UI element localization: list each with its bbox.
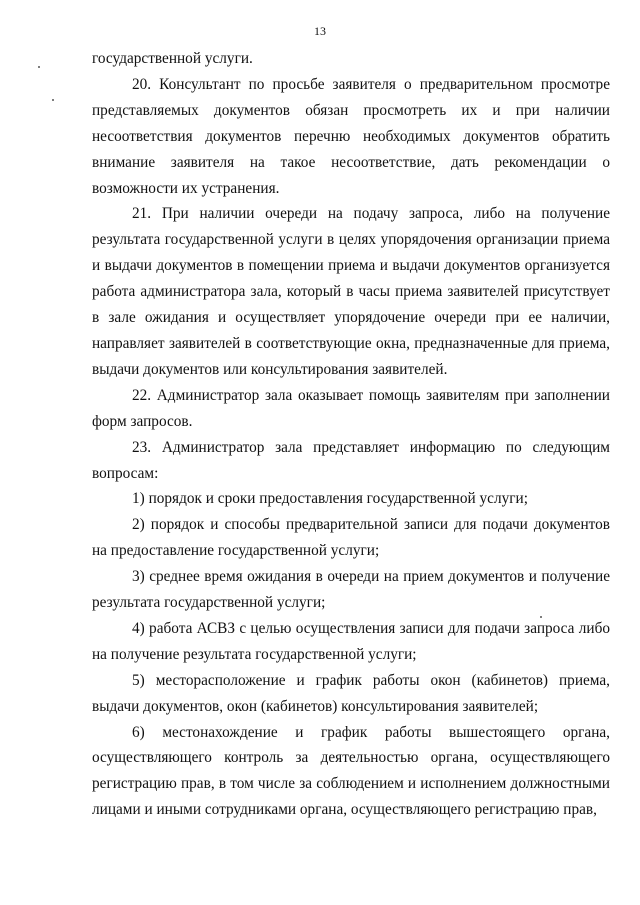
scan-speck (540, 616, 542, 618)
list-item-4: 4) работа АСВЗ с целью осуществления записи для подачи запроса либо на получение результата государственной услуги; (92, 619, 610, 663)
list-item-1: 1) порядок и сроки предоставления государственной услуги; (132, 490, 528, 508)
list-item-5: 5) месторасположение и график работы окон (кабинетов) приема, выдачи документов, окон (кабинетов) консультирования заявителей; (92, 671, 610, 715)
scan-speck (52, 99, 54, 101)
paragraph-20: 20. Консультант по просьбе заявителя о предварительном просмотре представляемых документов обязан просмотреть их и при наличии несоответствия документов перечню необходимых документов обратить внимание заявителя на такое несоответствие, дать рекомендации о возможности их устранения. (92, 75, 610, 197)
list-item-6: 6) местонахождение и график работы вышестоящего органа, осуществляющего контроль за деятельностью органа, осуществляющего регистрацию прав, в том числе за соблюдением и исполнением должностными лицами и иными сотрудниками органа, осуществляющего регистрацию прав, (92, 723, 610, 819)
page-number: 13 (314, 24, 326, 38)
list-item-3: 3) среднее время ожидания в очереди на прием документов и получение результата государственной услуги; (92, 568, 610, 612)
list-item-2: 2) порядок и способы предварительной записи для подачи документов на предоставление государственной услуги; (92, 516, 610, 560)
document-body (92, 46, 610, 823)
paragraph-22: 22. Администратор зала оказывает помощь заявителям при заполнении форм запросов. (92, 386, 610, 430)
paragraph-21: 21. При наличии очереди на подачу запроса, либо на получение результата государственной услуги в целях упорядочения организации приема и выдачи документов в помещении приема и выдачи документов организуется работа администратора зала, который в часы приема заявителей присутствует в зале ожидания и осуществляет упорядочение очереди при ее наличии, направляет заявителей в соответствующие окна, предназначенные для приема, выдачи документов или консультирования заявителей. (92, 205, 610, 378)
scan-speck (38, 66, 40, 68)
paragraph-continuation: государственной услуги. (92, 50, 253, 67)
paragraph-23: 23. Администратор зала представляет информацию по следующим вопросам: (92, 438, 610, 482)
